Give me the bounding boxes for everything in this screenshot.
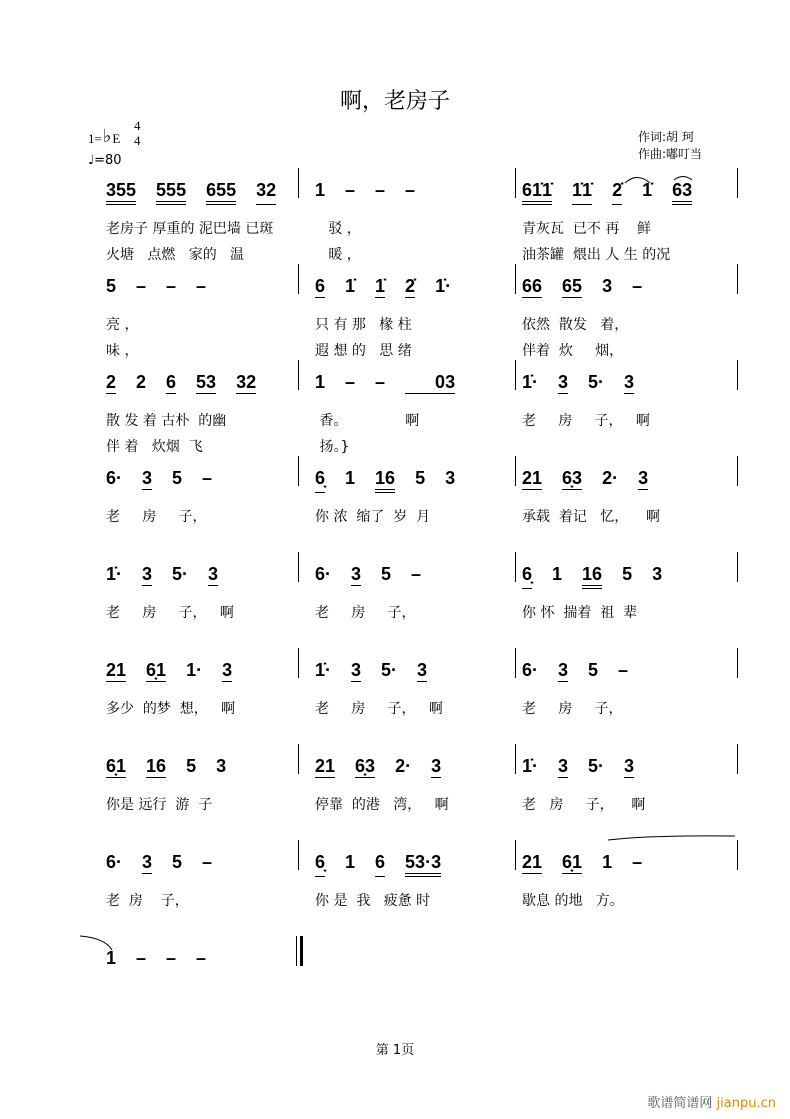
note-group: – [345, 180, 356, 200]
note-group: 5· [588, 756, 605, 776]
lyric-line-2: 油茶罐 煨出 人 生 的况 [522, 247, 671, 263]
note-group: 1· [186, 660, 203, 680]
note-group: 655 [206, 180, 236, 205]
note-group: 1̇1̇ [572, 180, 592, 205]
composer-credit: 作曲:嘟叮当 [638, 147, 703, 161]
note-group: 16 [375, 468, 395, 493]
note-group: 2 [106, 372, 117, 392]
note-group: 3 [142, 468, 153, 488]
note-group: 1̇· [315, 660, 332, 680]
note-group: 5 [622, 564, 633, 584]
tie-mark [625, 178, 650, 184]
note-group: 5 [588, 660, 599, 680]
note-group: 53 [196, 372, 217, 392]
key-note: E [112, 131, 121, 146]
note-group: 3 [558, 756, 569, 776]
note-group: 6̣1 [562, 852, 583, 872]
note-group: 3 [652, 564, 663, 584]
note-group: 3 [417, 660, 428, 680]
note-group: 5 [106, 276, 117, 296]
note-group: 1̇ [642, 180, 653, 200]
slur-continue [80, 936, 112, 950]
note-group: 21 [522, 468, 543, 488]
note-group: 6̣ [315, 468, 325, 493]
note-group: 2̇ [612, 180, 622, 205]
lyric-line-1: 香。 啊 [315, 413, 420, 429]
lyric-line-1: 你是 远行 游 子 [106, 797, 213, 813]
note-group: 5 [172, 852, 183, 872]
note-group: 16 [582, 564, 602, 589]
lyric-line-1: 承载 着记 忆， 啊 [522, 509, 661, 525]
ts-bottom: 4 [134, 133, 141, 148]
lyricist-credit: 作词:胡 珂 [638, 130, 694, 144]
note-group: 3 [624, 372, 635, 392]
lyric-line-1: 只 有 那 椽 柱 [315, 317, 412, 333]
note-group: 21 [522, 852, 543, 872]
note-group: 355 [106, 180, 136, 205]
lyric-line-1: 老 房 子， [522, 701, 623, 717]
key-signature: 1= [88, 131, 102, 146]
note-group: 3 [602, 276, 613, 296]
note-group: – [136, 948, 147, 968]
note-group: 3 [351, 564, 362, 584]
note-group: 6· [522, 660, 539, 680]
tempo-marking: ♩=80 [88, 153, 122, 168]
lyric-line-2: 伴着 炊 烟， [522, 343, 624, 359]
note-group: 1 [602, 852, 613, 872]
note-group: 03 [405, 372, 456, 392]
slur-end [608, 836, 735, 840]
note-group: 6̣3 [355, 756, 376, 776]
page-number: 第 1页 [375, 1043, 415, 1058]
note-group: 5 [381, 564, 392, 584]
note-group: – [632, 852, 643, 872]
note-group: 2 [136, 372, 147, 392]
note-group: 6· [106, 852, 123, 872]
lyric-line-2: 伴 着 炊烟 飞 [106, 439, 203, 455]
note-group: 5 [415, 468, 426, 488]
note-group: 1̇· [522, 756, 539, 776]
note-group: 6· [106, 468, 123, 488]
note-group: – [405, 180, 416, 200]
lyric-line-1: 依然 散发 着， [522, 317, 629, 333]
lyric-line-1: 老 房 子， [106, 893, 189, 909]
note-group: 2̇ [405, 276, 416, 296]
note-group: 63 [672, 180, 692, 205]
note-group: 32 [236, 372, 257, 392]
note-group: – [375, 372, 386, 392]
note-group: – [136, 276, 147, 296]
note-group: – [632, 276, 643, 296]
note-group: 1 [552, 564, 563, 584]
flat-sign: ♭ [102, 126, 112, 146]
note-group: 6̣3 [562, 468, 583, 488]
note-group: 6̣1 [146, 660, 167, 680]
note-group: – [618, 660, 629, 680]
lyric-line-2: 火塘 点燃 家的 温 [106, 247, 245, 263]
note-group: 6 [375, 852, 385, 877]
note-group: 5 [186, 756, 197, 776]
note-group: 66 [522, 276, 543, 296]
lyric-line-1: 老 房 子， [315, 605, 416, 621]
lyric-line-1: 老 房 子， 啊 [106, 605, 234, 621]
note-group: 3 [558, 372, 569, 392]
note-group: – [166, 276, 177, 296]
lyric-line-1: 你 是 我 疲惫 时 [315, 893, 431, 909]
note-group: 2· [395, 756, 412, 776]
note-group: 1 [106, 948, 117, 968]
lyric-line-1: 驳 ， [315, 221, 361, 237]
note-group: 65 [562, 276, 583, 296]
note-group: 21 [315, 756, 336, 776]
tie-mark [674, 177, 692, 181]
note-group: 5· [381, 660, 398, 680]
lyric-line-1: 老 房 子， [106, 509, 207, 525]
note-group: 6̣ [315, 852, 325, 877]
lyric-line-2: 扬。} [315, 439, 350, 455]
note-group: 5· [172, 564, 189, 584]
lyric-line-1: 青灰瓦 已不 再 鲜 [522, 221, 652, 237]
note-group: 3 [558, 660, 569, 680]
note-group: 3 [222, 660, 233, 680]
lyric-line-1: 散 发 着 古朴 的幽 [106, 413, 227, 429]
lyric-line-1: 老房子 厚重的 泥巴墙 已斑 [106, 221, 274, 237]
note-group: 16 [146, 756, 167, 776]
note-group: 1 [345, 468, 356, 488]
lyric-line-1: 你 怀 揣着 祖 辈 [522, 605, 638, 621]
note-group: 1̇ [345, 276, 356, 296]
note-group: 5 [172, 468, 183, 488]
note-group: 53·3 [405, 852, 441, 877]
lyric-line-1: 你 浓 缩了 岁 月 [315, 509, 431, 525]
note-group: 555 [156, 180, 186, 205]
note-group: 6̣ [522, 564, 532, 589]
note-group: 3 [142, 564, 153, 584]
ts-top: 4 [134, 118, 141, 133]
note-group: 1 [345, 852, 356, 872]
note-group: 1 [315, 372, 326, 392]
lyric-line-1: 多少 的梦 想， 啊 [106, 701, 236, 717]
note-group: 32 [256, 180, 276, 205]
note-group: 3 [208, 564, 219, 584]
note-group: 3 [351, 660, 362, 680]
lyric-line-2: 暖 ， [315, 247, 361, 263]
note-group: 2· [602, 468, 619, 488]
note-group: 6· [315, 564, 332, 584]
note-group: 21 [106, 660, 127, 680]
note-group: 1̇· [522, 372, 539, 392]
note-group: 3 [216, 756, 227, 776]
note-group: – [411, 564, 422, 584]
lyric-line-2: 味 ， [106, 343, 139, 359]
note-group: – [202, 468, 213, 488]
note-group: 1̇· [435, 276, 452, 296]
note-group: 1 [315, 180, 326, 200]
note-group: 3 [142, 852, 153, 872]
lyric-line-1: 老 房 子， 啊 [315, 701, 443, 717]
note-group: 6 [166, 372, 177, 392]
lyric-line-1: 亮 ， [106, 317, 139, 333]
note-group: 6̣1 [106, 756, 127, 776]
lyric-line-2: 遐 想 的 思 绪 [315, 343, 412, 359]
note-group: 6 [315, 276, 326, 296]
note-group: – [166, 948, 177, 968]
note-group: – [345, 372, 356, 392]
note-group: – [202, 852, 213, 872]
watermark: 歌谱简谱网 jianpu.cn [647, 1096, 776, 1111]
note-group: 1̇· [106, 564, 123, 584]
note-group: 3 [445, 468, 456, 488]
note-group: – [196, 276, 207, 296]
note-group: 3 [624, 756, 635, 776]
lyric-line-1: 老 房 子， 啊 [522, 797, 646, 813]
note-group: 1̇ [375, 276, 386, 296]
note-group: – [375, 180, 386, 200]
note-group: 61̇1̇ [522, 180, 552, 205]
note-group: 3 [431, 756, 442, 776]
note-group: 5· [588, 372, 605, 392]
lyric-line-1: 老 房 子， 啊 [522, 413, 650, 429]
song-title: 啊，老房子 [339, 89, 450, 114]
lyric-line-1: 停靠 的港 湾， 啊 [315, 797, 449, 813]
note-group: – [196, 948, 207, 968]
note-group: 3 [638, 468, 649, 488]
lyric-line-1: 歇息 的地 方。 [522, 893, 624, 909]
